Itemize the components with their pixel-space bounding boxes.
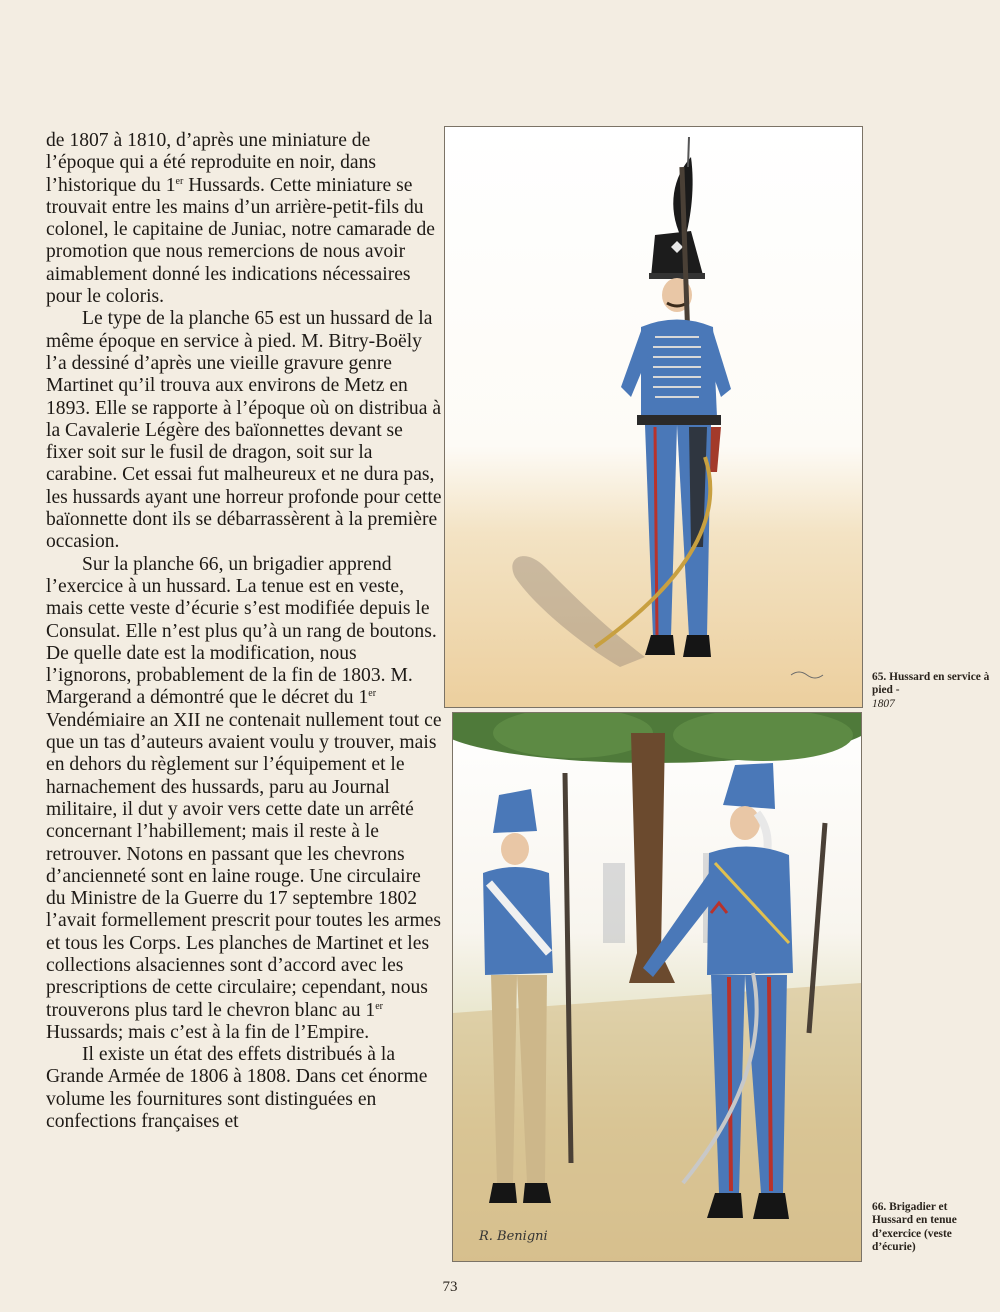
caption-65-date: 1807 xyxy=(872,697,895,710)
paragraph-1-text: de 1807 à 1810, d’après une miniature de l’époque qui a été reproduite en noir, dans l’historique du 1 xyxy=(46,130,377,196)
caption-plate-65 xyxy=(872,671,990,711)
paragraph-3 xyxy=(46,554,442,1045)
caption-65-label: 65. Hussard en service à pied - xyxy=(872,671,990,697)
paragraph-3-text-cont: Vendémiaire an XII ne contenait nullement tout ce que un tas d’auteurs avaient voulu y trouver, mais en dehors du règlement sur l’équipement et le harnachement des hussards, paru au Journal militaire, il dut y avoir vers cette date un arrêté concernant l’habillement; mais il reste à le retrouver. Notons en passant que les chevrons d’ancienneté sont en laine rouge. Une circulaire du Ministre de la Guerre du 17 septembre 1802 l’avait formellement prescrit pour toutes les armes et tous les Corps. Les planches de Martinet et les collections alsaciennes sont d’accord avec les prescriptions de cette circulaire; cependant, nous trouverons plus tard le chevron blanc au 1 xyxy=(46,709,442,1021)
paragraph-1-text-cont: Hussards. Cette miniature se trouvait entre les mains d’un arrière-petit-fils du colonel, le capitaine de Juniac, notre camarade de promotion que nous remercions de nous avoir aimablement donné les indications nécessaires pour le coloris. xyxy=(46,174,435,308)
ordinal-er: er xyxy=(375,1000,383,1012)
brigadier-and-hussard-drawing xyxy=(453,713,861,1261)
ordinal-er: er xyxy=(175,175,184,187)
plate-65-illustration xyxy=(444,126,863,708)
caption-66-label: 66. Brigadier et Hussard en tenue d’exercice (veste d’écurie) xyxy=(872,1201,957,1254)
paragraph-2: Le type de la planche 65 est un hussard de la même époque en service à pied. M. Bitry-Boëly l’a dessiné d’après une vieille gravure genre Martinet qu’il trouva aux environs de Metz en 1893. Elle se rapporte à l’époque où on distribua à la Cavalerie Légère des baïonnettes devant se fixer soit sur le fusil de dragon, soit sur la carabine. Cet essai fut malheureux et ne dura pas, les hussards ayant une horreur profonde pour cette baïonnette dont ils se débarrassèrent à la première occasion. xyxy=(46,308,442,553)
caption-plate-66 xyxy=(872,1201,990,1255)
artist-signature: R. Benigni xyxy=(479,1229,548,1244)
hussard-on-foot-drawing xyxy=(445,127,862,707)
page-number: 73 xyxy=(442,1279,458,1295)
paragraph-1 xyxy=(46,130,442,308)
ordinal-er: er xyxy=(368,688,377,700)
paragraph-3-text-end: Hussards; mais c’est à la fin de l’Empire. xyxy=(46,1021,370,1043)
plate-66-illustration xyxy=(452,712,862,1262)
paragraph-3-text: Sur la planche 66, un brigadier apprend l’exercice à un hussard. La tenue est en veste, mais cette veste d’écurie s’est modifiée depuis le Consulat. Elle n’est plus qu’à un rang de boutons. De quelle date est la modification, nous l’ignorons, probablement de la fin de 1803. M. Margerand a démontré que le décret du 1 xyxy=(46,553,437,709)
body-text-column xyxy=(46,130,442,1133)
paragraph-4: Il existe un état des effets distribués à la Grande Armée de 1806 à 1808. Dans cet énorme volume les fournitures sont distinguées en confections françaises et xyxy=(46,1044,428,1133)
